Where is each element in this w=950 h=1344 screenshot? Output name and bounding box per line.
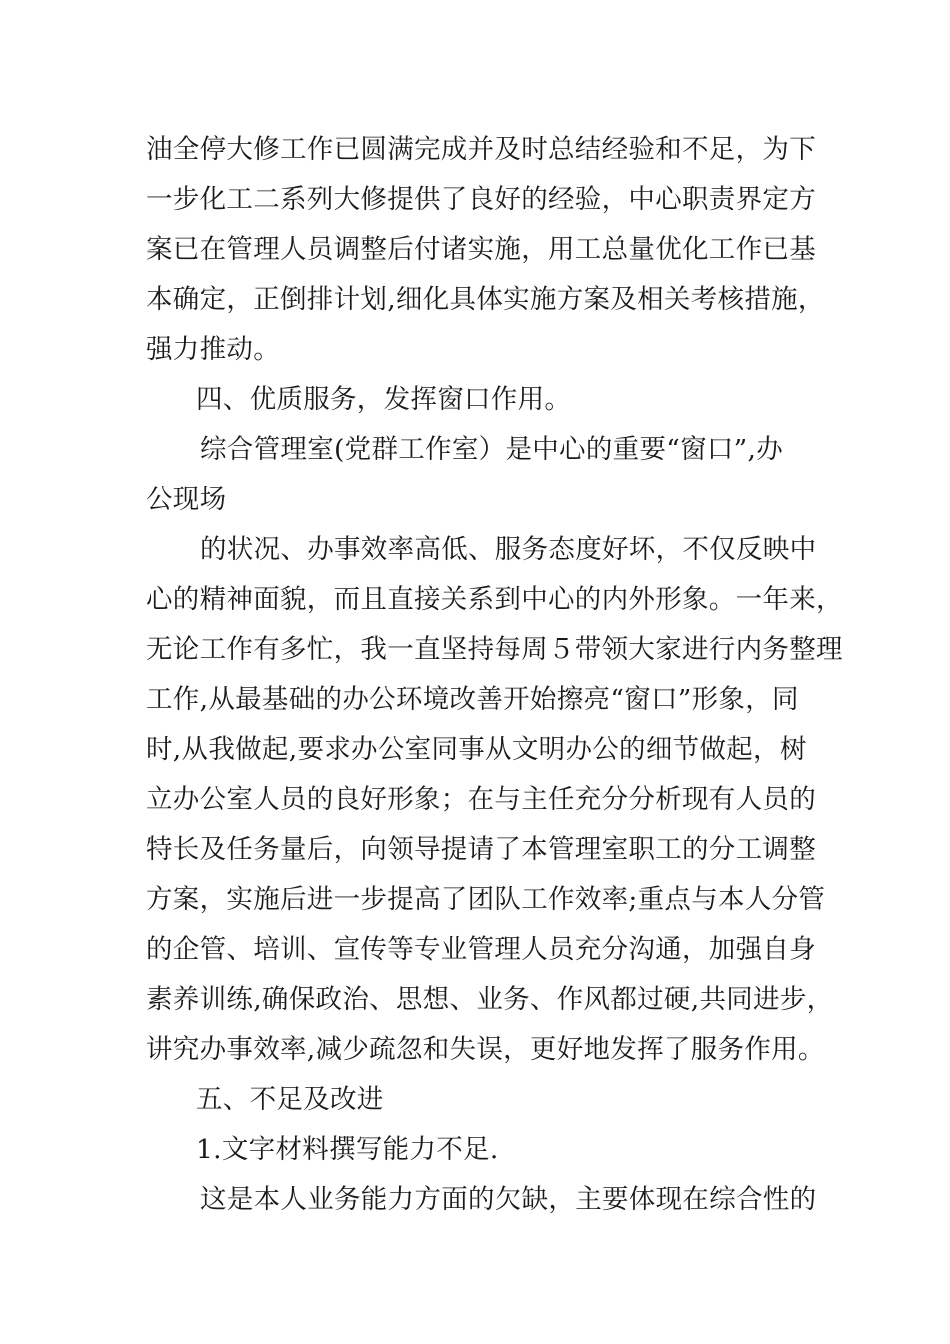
text-line: 讲究办事效率,减少疏忽和失误，更好地发挥了服务作用。 [146,1034,825,1065]
text-line: 强力推动。 [146,334,280,365]
text-line: 方案，实施后进一步提高了团队工作效率;重点与本人分管 [146,884,826,915]
text-line: 公现场 [146,484,227,515]
text-line: 时,从我做起,要求办公室同事从文明办公的细节做起，树 [146,734,807,765]
text-line: 这是本人业务能力方面的欠缺，主要体现在综合性的 [200,1184,817,1215]
text-line: 无论工作有多忙，我一直坚持每周５带领大家进行内务整理 [146,634,843,665]
section-heading: 四、优质服务，发挥窗口作用。 [196,384,572,415]
text-line: 素养训练,确保政治、思想、业务、作风都过硬,共同进步， [146,984,834,1015]
text-line: 的企管、培训、宣传等专业管理人员充分沟通，加强自身 [146,934,816,965]
text-line: 的状况、办事效率高低、服务态度好坏，不仅反映中 [200,534,817,565]
section-heading: 五、不足及改进 [196,1084,384,1115]
text-line: 案已在管理人员调整后付诸实施，用工总量优化工作已基 [146,234,816,265]
text-line: 工作,从最基础的办公环境改善开始擦亮“窗口”形象，同 [146,684,799,715]
text-line: 一步化工二系列大修提供了良好的经验，中心职责界定方 [146,184,816,215]
text-line: 本确定，正倒排计划,细化具体实施方案及相关考核措施， [146,284,825,315]
text-line: 心的精神面貌，而且直接关系到中心的内外形象。一年来， [146,584,843,615]
text-line: 综合管理室(党群工作室）是中心的重要“窗口”,办 [200,434,784,465]
text-line: 立办公室人员的良好形象；在与主任充分分析现有人员的 [146,784,816,815]
text-line: 特长及任务量后，向领导提请了本管理室职工的分工调整 [146,834,816,865]
subsection-heading: 1.文字材料撰写能力不足. [196,1134,499,1165]
text-line: 油全停大修工作已圆满完成并及时总结经验和不足，为下 [146,134,816,165]
